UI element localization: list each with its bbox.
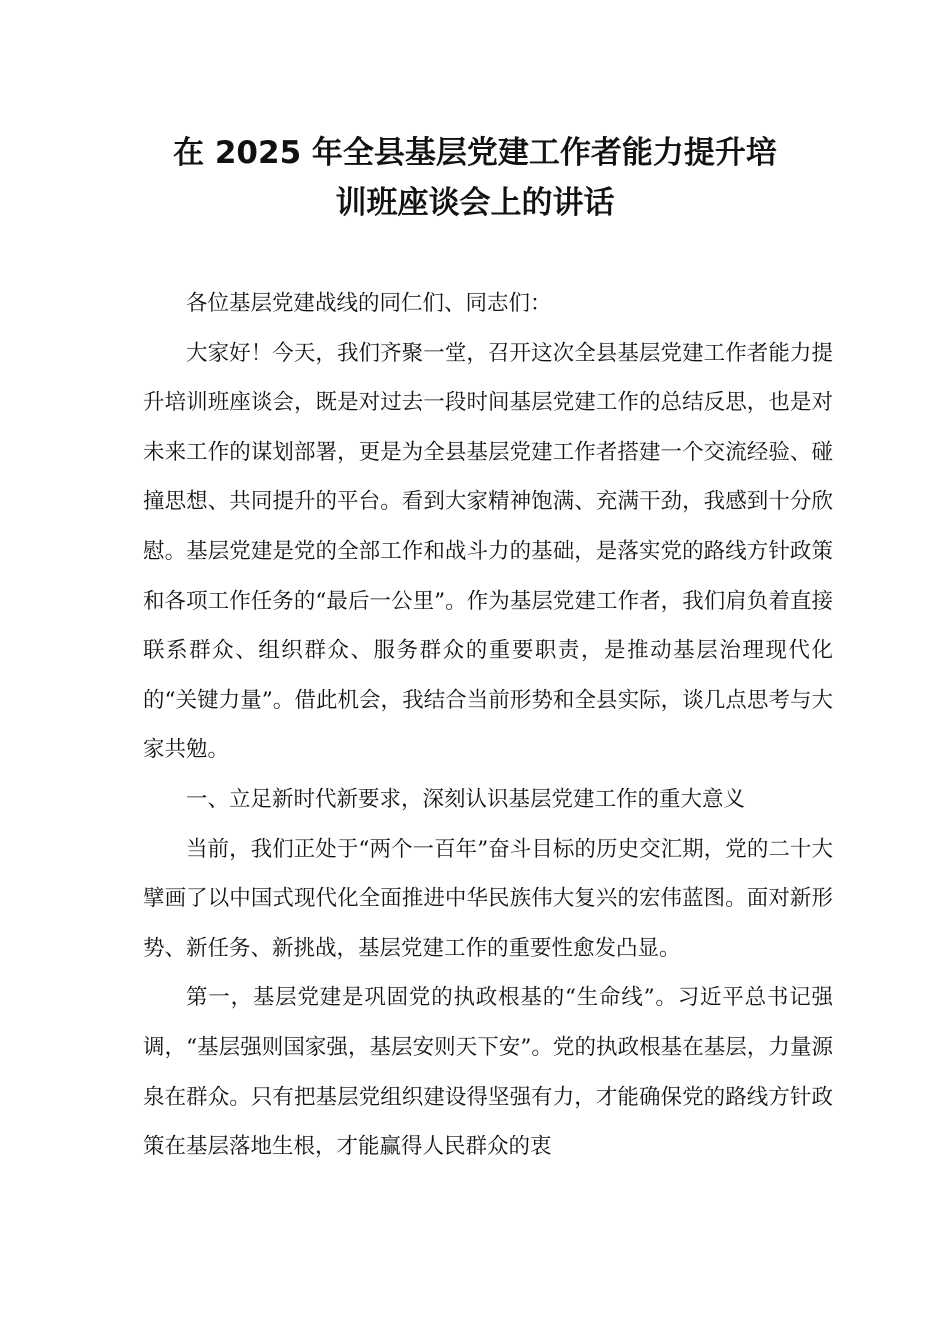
paragraph-opening: 大家好！今天，我们齐聚一堂，召开这次全县基层党建工作者能力提升培训班座谈会，既是对过去一段时间基层党建工作的总结反思，也是对未来工作的谋划部署，更是为全县基层党建工作者搭建一个交流经验、碰撞思想、共同提升的平台。看到大家精神饱满、充满干劲，我感到十分欣慰。基层党建是党的全部工作和战斗力的基础，是落实党的路线方针政策和各项工作任务的“最后一公里”。作为基层党建工作者，我们肩负着直接联系群众、组织群众、服务群众的重要职责，是推动基层治理现代化的“关键力量”。借此机会，我结合当前形势和全县实际，谈几点思考与大家共勉。 (143, 340, 833, 763)
title-line-1: 在 2025 年全县基层党建工作者能力提升培 (173, 135, 777, 171)
greeting: 各位基层党建战线的同仁们、同志们： (186, 291, 552, 316)
title-line-2: 训班座谈会上的讲话 (335, 185, 615, 221)
document-body (143, 279, 833, 1172)
document-title (90, 128, 860, 228)
section-heading-1: 一、立足新时代新要求，深刻认识基层党建工作的重大意义 (186, 786, 746, 812)
paragraph-point-1: 第一，基层党建是巩固党的执政根基的“生命线”。习近平总书记强调，“基层强则国家强，基层安则天下安”。党的执政根基在基层，力量源泉在群众。只有把基层党组织建设得坚强有力，才能确保党的路线方针政策在基层落地生根，才能赢得人民群众的衷 (143, 985, 833, 1160)
paragraph-context: 当前，我们正处于“两个一百年”奋斗目标的历史交汇期，党的二十大擘画了以中国式现代化全面推进中华民族伟大复兴的宏伟蓝图。面对新形势、新任务、新挑战，基层党建工作的重要性愈发凸显。 (143, 836, 833, 961)
